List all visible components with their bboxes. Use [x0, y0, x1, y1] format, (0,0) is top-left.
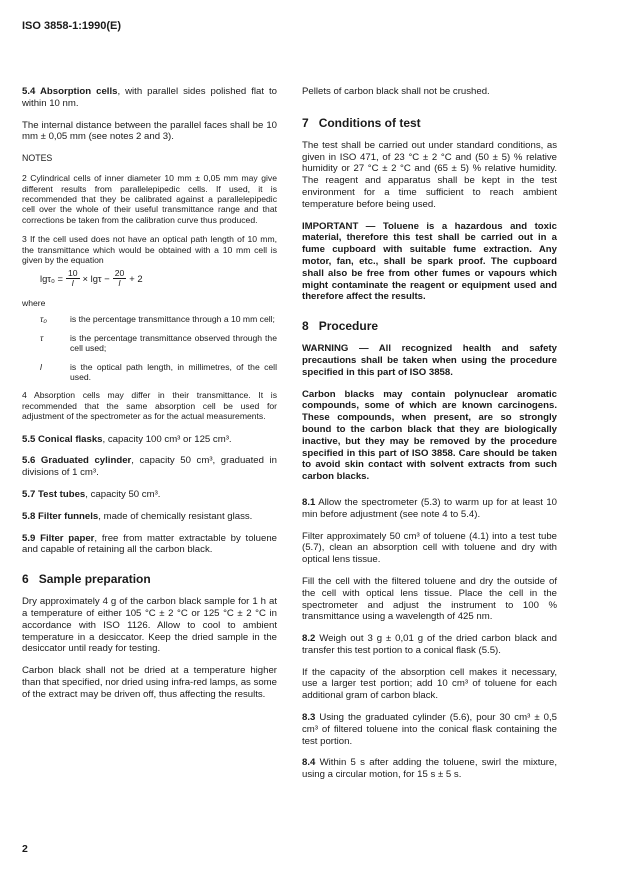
section-5-4 — [22, 86, 277, 110]
equation-lhs: lgτ₀ = — [40, 273, 63, 285]
section-8-1 — [302, 497, 557, 521]
paragraph-drying: Dry approximately 4 g of the carbon black sample for 1 h at a temperature of either 105 °C ± 2 °C or 125 °C ± 2 °C in accordance with ISO 1126. Allow to cool to ambient temperature in a desiccator. Keep the dried sample in the desiccator until ready for testing. — [22, 596, 277, 655]
right-column — [302, 86, 557, 791]
equation-mid: × lgτ − — [82, 273, 110, 285]
paragraph-capacity: If the capacity of the absorption cell makes it necessary, use a larger test portion; add 10 cm³ of toluene for each additional gram of carbon black. — [302, 666, 557, 702]
definition-text: is the optical path length, in millimetres, of the cell used. — [70, 361, 277, 383]
section-number: 8.3 — [302, 712, 316, 724]
paragraph-drying-caution: Carbon black shall not be dried at a temperature higher than that specified, nor dried using infra-red lamps, as some of the extract may be driven off, thus affecting the results. — [22, 665, 277, 700]
carcinogen-notice: Carbon blacks may contain polynuclear aromatic compounds, some of which are known carcinogens. These compounds, when present, are so strongly bound to the carbon black that they are biologically inactive, but they may be removed by the procedure specified in this part of ISO 3858. Care should be taken to avoid skin contact with solvent extracts from such carbon blacks. — [302, 388, 557, 483]
fraction-denominator: l — [118, 278, 121, 289]
definition-symbol: τ — [40, 332, 44, 343]
section-5-5 — [22, 434, 277, 446]
section-text: , capacity 50 cm³, graduated in divisions of 1 cm³. — [22, 455, 278, 479]
equation-end: + 2 — [129, 273, 143, 285]
section-title: 5.4 Absorption cells — [22, 86, 118, 97]
where-label: where — [22, 298, 46, 309]
fraction-numerator: 20 — [114, 268, 125, 279]
equation — [40, 269, 277, 288]
document-id: ISO 3858-1:1990(E) — [22, 20, 122, 32]
page-number: 2 — [22, 843, 28, 855]
heading-section-7 — [302, 116, 557, 130]
left-column — [22, 86, 277, 711]
section-title: 5.8 Filter funnels — [22, 510, 99, 522]
section-text: , with parallel sides polished flat to within 10 nm. — [22, 86, 277, 109]
section-number: 8.4 — [302, 757, 316, 769]
fraction-1 — [66, 269, 80, 288]
section-5-6 — [22, 455, 277, 479]
paragraph-conditions: The test shall be carried out under standard conditions, as given in ISO 471, of 23 °C ± 2 °C and (50 ± 5) % relative humidity or 27 °C ± 2 °C and (65 ± 5) % relative humidity. The reagent and apparatus shall be kept in the test environment for a time sufficient to reach ambient temperature before being used. — [302, 139, 557, 210]
section-text: Allow the spectrometer (5.3) to warm up for at least 10 min before adjustment (see note 4 to 5.4). — [302, 496, 557, 520]
section-text: , capacity 100 cm³ or 125 cm³. — [102, 433, 232, 445]
paragraph-filter-toluene: Filter approximately 50 cm³ of toluene (4.1) into a test tube (5.7), clean an absorption cell with toluene and dry with optical lens tissue. — [302, 530, 557, 566]
section-number: 8.1 — [302, 496, 316, 508]
section-title: 5.6 Graduated cylinder — [22, 455, 132, 467]
section-text: Using the graduated cylinder (5.6), pour 30 cm³ ± 0,5 cm³ of filtered toluene into the conical flask containing the test portion. — [302, 712, 557, 747]
note-3: 3 If the cell used does not have an optical path length of 10 mm, the transmittance which would be obtained with a 10 mm cell is given by the equation — [22, 234, 277, 266]
heading-number: 7 — [302, 115, 309, 130]
heading-number: 6 — [22, 572, 29, 587]
paragraph-fill-cell: Fill the cell with the filtered toluene and dry the outside of the cell with optical lens tissue. Place the cell in the spectrometer and adjust the instrument to 100 % transmittance using a wavelength of 425 nm. — [302, 575, 557, 623]
paragraph-pellets: Pellets of carbon black shall not be crushed. — [302, 86, 490, 97]
paragraph-internal-distance: The internal distance between the parallel faces shall be 10 mm ± 0,05 mm (see notes 2 and 3). — [22, 119, 277, 143]
section-title: 5.5 Conical flasks — [22, 433, 103, 445]
section-5-8 — [22, 511, 277, 523]
heading-title: Conditions of test — [318, 115, 421, 130]
definition-text: is the percentage transmittance observed through the cell used; — [70, 332, 277, 354]
heading-number: 8 — [302, 319, 309, 334]
fraction-numerator: 10 — [67, 268, 78, 279]
heading-section-8 — [302, 319, 557, 333]
section-8-3 — [302, 712, 557, 747]
section-text: Weigh out 3 g ± 0,01 g of the dried carbon black and transfer this test portion to a conical flask (5.5). — [302, 633, 557, 656]
section-text: , capacity 50 cm³. — [85, 489, 161, 501]
definition-symbol: τ₀ — [40, 314, 47, 325]
section-text: , made of chemically resistant glass. — [98, 510, 253, 522]
definition-row — [22, 314, 277, 324]
definition-row — [22, 362, 277, 383]
important-notice: IMPORTANT — Toluene is a hazardous and toxic material, therefore this test shall be carried out in a fume cupboard with suitable fume extraction. Any motor, fan, etc., shall be spark proof. The cupboard shall also be free from other fumes or vapours which might contaminate the reagent or equipment used and therefore affect the results. — [302, 220, 557, 303]
heading-title: Sample preparation — [38, 572, 151, 587]
section-text: , free from matter extractable by toluene and capable of retaining all the carbon black. — [22, 532, 278, 556]
section-number: 8.2 — [302, 633, 316, 645]
warning-notice: WARNING — All recognized health and safety precautions shall be taken when using the procedure specified in this part of ISO 3858. — [302, 343, 557, 378]
fraction-2 — [113, 269, 127, 288]
fraction-denominator: l — [71, 278, 74, 289]
heading-title: Procedure — [318, 319, 379, 334]
section-5-7 — [22, 489, 277, 501]
section-8-4 — [302, 757, 557, 781]
section-5-9 — [22, 533, 277, 557]
definition-symbol: l — [40, 361, 42, 372]
heading-section-6 — [22, 572, 277, 586]
section-8-2 — [302, 633, 557, 657]
notes-heading: NOTES — [22, 153, 53, 164]
section-title: 5.7 Test tubes — [22, 489, 86, 501]
note-4: 4 Absorption cells may differ in their transmittance. It is recommended that the same absorption cell be used for adjustment of the spectrometer as for the actual measurements. — [22, 390, 277, 422]
section-text: Within 5 s after adding the toluene, swirl the mixture, using a circular motion, for 15 s ± 5 s. — [302, 757, 557, 781]
section-title: 5.9 Filter paper — [22, 532, 95, 544]
definition-text: is the percentage transmittance through a 10 mm cell; — [70, 314, 275, 325]
definition-row — [22, 333, 277, 354]
note-2: 2 Cylindrical cells of inner diameter 10 mm ± 0,05 mm may give different results from parallelepipedic cells. If used, it is recommended that they be calibrated against a parallelepipedic cell over the whole of their useful transmittance range and that corrections be taken from the calibration curve thus produced. — [22, 173, 277, 225]
